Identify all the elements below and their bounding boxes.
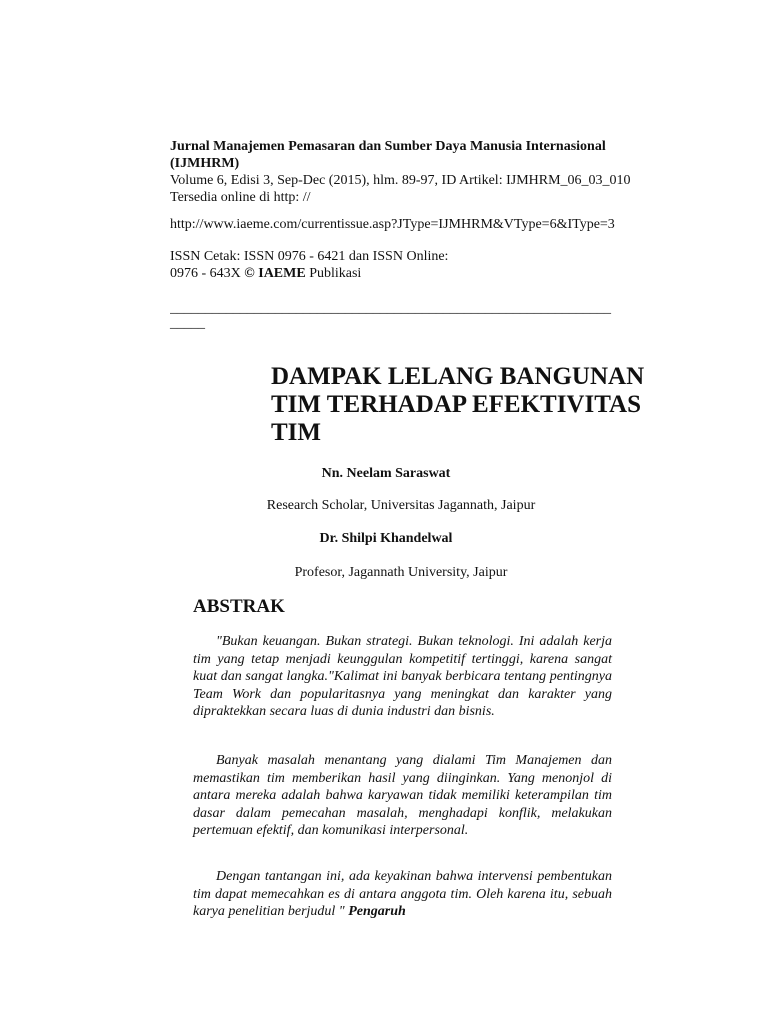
author-2: Dr. Shilpi Khandelwal — [319, 531, 453, 546]
publisher-suffix: Publikasi — [309, 266, 362, 281]
publisher-name: IAEME — [258, 266, 306, 281]
affiliation-2: Profesor, Jagannath University, Jaipur — [294, 565, 508, 580]
abstract-paragraph-3-text: Dengan tantangan ini, ada keyakinan bahwa intervensi pembentukan tim dapat memecahkan es di antara anggota tim. Oleh karena itu, sebuah karya penelitian berjudul " — [193, 869, 612, 919]
author-1: Nn. Neelam Saraswat — [321, 466, 451, 481]
issn-online-number: 0976 - 643X — [170, 266, 241, 281]
online-line: Tersedia online di http: // — [170, 190, 311, 205]
journal-url[interactable]: http://www.iaeme.com/currentissue.asp?JType=IJMHRM&VType=6&IType=3 — [170, 217, 615, 232]
journal-header — [170, 138, 670, 206]
abstract-paragraph-2: Banyak masalah menantang yang dialami Tim Manajemen dan memastikan tim memberikan hasil yang diinginkan. Yang menonjol di antara mereka adalah bahwa karyawan tidak memiliki keterampilan tim dasar dalam pemecahan masalah, menghadapi konflik, melakukan pertemuan efektif, dan komunikasi interpersonal. — [193, 753, 612, 838]
issn-block — [170, 248, 690, 282]
separator-rule-tail: _____ — [170, 316, 205, 331]
abstract-heading: ABSTRAK — [193, 596, 285, 617]
volume-line: Volume 6, Edisi 3, Sep-Dec (2015), hlm. 89-97, ID Artikel: IJMHRM_06_03_010 — [170, 173, 631, 188]
copyright-symbol: © — [244, 266, 255, 281]
abstract-paragraph-3 — [193, 868, 612, 921]
article-title: DAMPAK LELANG BANGUNAN TIM TERHADAP EFEKTIVITAS TIM — [271, 363, 645, 446]
issn-line-1: ISSN Cetak: ISSN 0976 - 6421 dan ISSN Online: — [170, 249, 449, 264]
abstract-paragraph-1: "Bukan keuangan. Bukan strategi. Bukan teknologi. Ini adalah kerja tim yang tetap menjadi keunggulan kompetitif tertinggi, karena sangat kuat dan sangat langka."Kalimat ini banyak berbicara tentang pentingnya Team Work dan popularitasnya yang meningkat dan karakter yang dipraktekkan secara luas di dunia industri dan bisnis. — [193, 634, 612, 719]
affiliation-1: Research Scholar, Universitas Jagannath, Jaipur — [266, 498, 536, 513]
journal-abbr: (IJMHRM) — [170, 156, 240, 171]
journal-name: Jurnal Manajemen Pemasaran dan Sumber Daya Manusia Internasional — [170, 139, 606, 154]
issn-line-2 — [170, 265, 690, 282]
separator-rule: _______________________________________________________________ — [170, 301, 611, 316]
abstract-paragraph-3-bold: Pengaruh — [348, 904, 406, 919]
